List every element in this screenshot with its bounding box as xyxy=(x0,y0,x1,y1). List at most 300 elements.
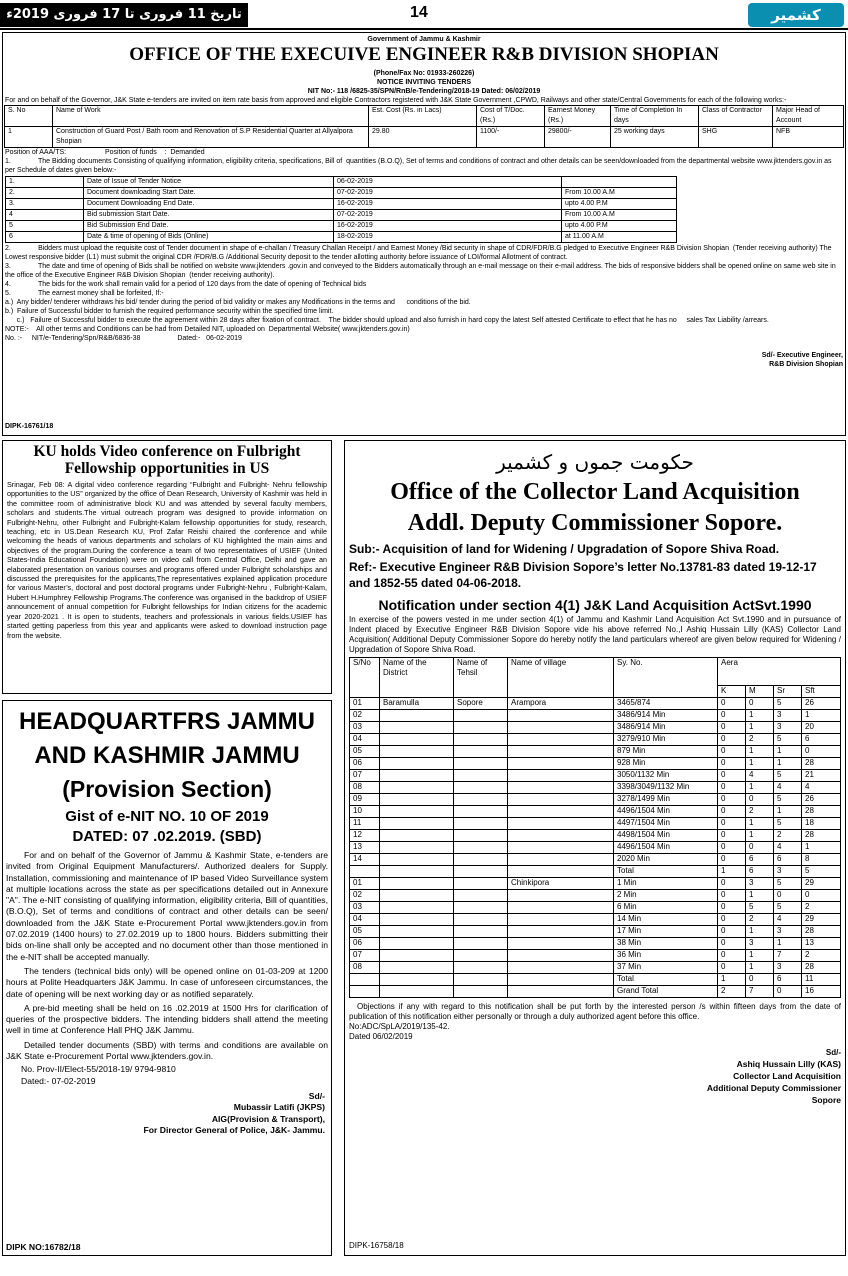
land-cell xyxy=(454,734,508,746)
land-cell xyxy=(454,890,508,902)
collector-place: Sopore xyxy=(811,1095,841,1105)
hq-dated: Dated:- 07-02-2019 xyxy=(21,1075,96,1086)
land-cell: 6 xyxy=(746,866,774,878)
land-cell: 0 xyxy=(774,986,802,998)
land-row xyxy=(350,794,841,806)
cell: 1 xyxy=(5,127,53,148)
land-cell xyxy=(454,782,508,794)
land-cell: 06 xyxy=(350,758,380,770)
land-cell xyxy=(508,758,614,770)
col-survey-no: Sy. No. xyxy=(614,658,718,698)
land-cell: 2 xyxy=(746,734,774,746)
land-cell: 4498/1504 Min xyxy=(614,830,718,842)
col-cost-tdoc: Cost of T/Doc. (Rs.) xyxy=(477,106,545,127)
land-cell: 3278/1499 Min xyxy=(614,794,718,806)
land-cell xyxy=(380,830,454,842)
land-cell: 7 xyxy=(746,986,774,998)
land-cell: 0 xyxy=(718,746,746,758)
collector-number: No:ADC/SpLA/2019/135-42. xyxy=(349,1022,450,1031)
land-cell xyxy=(454,938,508,950)
land-cell: 0 xyxy=(718,758,746,770)
para-c: c.) Failure of Successful bidder to execute the agreement within 28 days after fixation of contract. The bidder should upload and also furnish in hard copy the latest Self attested Certificate to effect that he has no sales Tax Liability /arrears. xyxy=(5,317,769,324)
land-cell: 0 xyxy=(774,890,802,902)
works-row xyxy=(5,127,844,148)
land-table xyxy=(349,657,841,998)
col-time: Time of Completion In days xyxy=(611,106,699,127)
land-cell xyxy=(380,806,454,818)
land-cell xyxy=(454,926,508,938)
cell xyxy=(562,177,677,188)
land-cell: 1 Min xyxy=(614,878,718,890)
land-cell: 928 Min xyxy=(614,758,718,770)
land-cell xyxy=(508,914,614,926)
land-cell xyxy=(508,710,614,722)
col-sft: Sft xyxy=(802,686,841,698)
land-cell xyxy=(380,974,454,986)
land-cell xyxy=(380,746,454,758)
land-cell xyxy=(508,806,614,818)
land-cell: 2020 Min xyxy=(614,854,718,866)
land-cell xyxy=(380,950,454,962)
hq-dated-heading: DATED: 07 .02.2019. (SBD) xyxy=(72,828,262,845)
land-cell: 0 xyxy=(718,938,746,950)
collector-dipk: DIPK-16758/18 xyxy=(349,1241,404,1250)
cell: Date of Issue of Tender Notice xyxy=(84,177,334,188)
objections-text: Objections if any with regard to this notification shall be put forth by the interested person /s within fifteen days from the date of publication of this notification either personally or through a duly authorized agent before this office. xyxy=(349,1002,841,1021)
land-cell xyxy=(380,878,454,890)
land-cell: 3 xyxy=(774,722,802,734)
land-row xyxy=(350,734,841,746)
cell: 29800/- xyxy=(545,127,611,148)
land-cell: 0 xyxy=(746,698,774,710)
cell: 4 xyxy=(6,210,84,221)
land-cell: Arampora xyxy=(508,698,614,710)
land-cell: 6 xyxy=(774,854,802,866)
collector-name: Ashiq Hussain Lilly (KAS) xyxy=(736,1059,841,1069)
land-cell xyxy=(380,734,454,746)
land-cell: 0 xyxy=(718,818,746,830)
land-cell xyxy=(380,854,454,866)
land-cell xyxy=(508,818,614,830)
land-cell xyxy=(454,914,508,926)
cell: 16-02-2019 xyxy=(334,221,562,232)
land-cell xyxy=(454,806,508,818)
hq-signatory-post: AIG(Provision & Transport), xyxy=(211,1113,325,1124)
land-cell: 29 xyxy=(802,878,841,890)
land-cell: 0 xyxy=(802,890,841,902)
col-est-cost: Est. Cost (Rs. in Lacs) xyxy=(369,106,477,127)
land-cell: 1 xyxy=(746,782,774,794)
hq-para-2: The tenders (technical bids only) will be opened online on 01-03-209 at 1200 hours at Polite Headquarters J&K Jammu. In case of unforeseen circumstances, the date of opening will be next working day or as notified separately. xyxy=(6,965,328,999)
land-cell: 3 xyxy=(774,866,802,878)
land-cell: 1 xyxy=(746,710,774,722)
land-acquisition-notice xyxy=(344,440,846,1256)
land-row xyxy=(350,770,841,782)
land-cell: 07 xyxy=(350,950,380,962)
land-cell: 0 xyxy=(718,722,746,734)
col-district: Name of the District xyxy=(380,658,454,698)
land-cell xyxy=(380,758,454,770)
land-cell: 1 xyxy=(746,746,774,758)
para-4: 4. The bids for the work shall remain valid for a period of 120 days from the date of opening of Technical bids xyxy=(5,281,367,288)
page-number: 14 xyxy=(410,4,428,21)
col-sr: Sr xyxy=(774,686,802,698)
notification-heading: Notification under section 4(1) J&K Land Acquisition ActSvt.1990 xyxy=(378,597,812,613)
cell: 5 xyxy=(6,221,84,232)
land-cell xyxy=(508,854,614,866)
land-cell: 8 xyxy=(802,854,841,866)
land-cell: 4 xyxy=(802,782,841,794)
cell: NFB xyxy=(773,127,844,148)
intro-text: For and on behalf of the Governor, J&K State e-tenders are invited on item rate basis from approved and eligible Contractors registered with J&K State Government ,CPWD, Railways and other state/Central Governments for each of the following works:- xyxy=(5,97,787,104)
land-row xyxy=(350,746,841,758)
land-cell xyxy=(454,770,508,782)
land-cell xyxy=(380,866,454,878)
land-cell: 1 xyxy=(774,938,802,950)
ku-article xyxy=(2,440,332,694)
land-cell: 5 xyxy=(802,866,841,878)
land-table-body xyxy=(350,698,841,998)
land-cell xyxy=(454,878,508,890)
hq-dipk: DIPK NO:16782/18 xyxy=(6,1242,81,1252)
reference-line: Ref:- Executive Engineer R&B Division Sopore’s letter No.13781-83 dated 19-12-17 and 1852-55 dated 04-06-2018. xyxy=(349,560,817,590)
land-cell xyxy=(380,938,454,950)
notice-heading: NOTICE INVITING TENDERS xyxy=(376,79,472,86)
land-cell: 5 xyxy=(746,902,774,914)
land-row xyxy=(350,782,841,794)
land-row xyxy=(350,914,841,926)
land-cell: 0 xyxy=(718,710,746,722)
cell: 3. xyxy=(6,199,84,210)
land-cell xyxy=(380,722,454,734)
cell: at 11.00 A.M xyxy=(562,232,677,243)
land-row xyxy=(350,950,841,962)
phone-line: (Phone/Fax No: 01933-260226) xyxy=(373,70,475,77)
land-cell: 4 xyxy=(774,842,802,854)
land-cell: 0 xyxy=(718,890,746,902)
land-cell: 4496/1504 Min xyxy=(614,842,718,854)
collector-dated: Dated 06/02/2019 xyxy=(349,1032,413,1041)
hq-for-dgp: For Director General of Police, J&K- Jammu. xyxy=(143,1124,325,1135)
land-cell xyxy=(350,866,380,878)
hq-para-1: For and on behalf of the Governor of Jammu & Kashmir State, e-tenders are invited from Original Equipment Manufacturers/. Authorized dealers for Supply. Installation, commissioning and maintenance of IP based Video Surveillance system at multiple locations across the state as per specifications detailed out in Annexure "A". The e-NIT consisting of qualifying information, eligibility criteria, Bill of quantities, (B.O.Q), Set of terms and conditions of contract and other details can be seen/ downloaded from the J&K State e-Procurement Portal www.jktenders.gov.in from 07.02.2019 (1400 hours) to 27.02.2019 up to 1800 hours. Bidders submitting their bids on-line shall only be accepted and no document other than those mentioned in the e-NIT shall be accepted manually. xyxy=(6,850,328,962)
land-row xyxy=(350,830,841,842)
schedule-row xyxy=(6,177,677,188)
land-cell: 26 xyxy=(802,698,841,710)
cell: 07-02-2019 xyxy=(334,188,562,199)
col-name-of-work: Name of Work xyxy=(53,106,369,127)
land-cell: 4 xyxy=(746,770,774,782)
land-cell: Baramulla xyxy=(380,698,454,710)
office-title: OFFICE OF THE EXECUIVE ENGINEER R&B DIVISION SHOPIAN xyxy=(129,44,719,65)
land-cell: 28 xyxy=(802,758,841,770)
land-cell xyxy=(454,746,508,758)
land-cell: 0 xyxy=(718,926,746,938)
land-cell: 3 xyxy=(746,938,774,950)
land-cell: 0 xyxy=(718,794,746,806)
land-cell: 14 xyxy=(350,854,380,866)
land-cell: Total xyxy=(614,974,718,986)
land-cell: 1 xyxy=(802,842,841,854)
land-cell: Chinkipora xyxy=(508,878,614,890)
land-cell: 36 Min xyxy=(614,950,718,962)
cell: Construction of Guard Post / Bath room and Renovation of S.P Residential Quarter at Allyalpora Shopian xyxy=(53,127,369,148)
cell: 29.80 xyxy=(369,127,477,148)
land-cell: 1 xyxy=(774,746,802,758)
land-cell xyxy=(380,782,454,794)
land-cell: 0 xyxy=(746,842,774,854)
hq-signatory-name: Mubassir Latifi (JKPS) xyxy=(233,1102,325,1113)
land-cell xyxy=(454,866,508,878)
land-cell: 3398/3049/1132 Min xyxy=(614,782,718,794)
land-cell: 04 xyxy=(350,734,380,746)
land-cell xyxy=(380,818,454,830)
land-cell: 01 xyxy=(350,878,380,890)
land-row xyxy=(350,854,841,866)
collector-sd: Sd/- xyxy=(825,1048,841,1057)
note-line: NOTE:- All other terms and Conditions can be had from Detailed NIT, uploaded on Departmental Website( www.jktenders.gov.in) xyxy=(5,326,410,333)
land-cell: 3 xyxy=(774,710,802,722)
land-cell xyxy=(508,938,614,950)
land-cell: 1 xyxy=(746,830,774,842)
collector-title-2: Addl. Deputy Commissioner Sopore. xyxy=(407,510,783,536)
cell: 06-02-2019 xyxy=(334,177,562,188)
para-a: a.) Any bidder/ tenderer withdraws his bid/ tender during the period of bid validity or makes any Modifications in the terms and conditions of the bid. xyxy=(5,299,471,306)
newspaper-header xyxy=(0,0,848,30)
land-row xyxy=(350,902,841,914)
para-5: 5. The earnest money shall be forfeited, If:- xyxy=(5,290,164,297)
land-cell xyxy=(454,950,508,962)
land-row xyxy=(350,974,841,986)
land-cell: 0 xyxy=(746,974,774,986)
article-headline: KU holds Video conference on Fulbright Fellowship opportunities in US xyxy=(33,443,301,477)
land-row xyxy=(350,962,841,974)
land-cell: 28 xyxy=(802,806,841,818)
land-cell: 2 xyxy=(802,950,841,962)
land-cell: 1 xyxy=(746,818,774,830)
tender-notice-shopian xyxy=(2,32,846,436)
land-cell xyxy=(508,986,614,998)
land-row xyxy=(350,698,841,710)
land-cell: 0 xyxy=(718,902,746,914)
land-cell: 5 xyxy=(774,818,802,830)
schedule-row xyxy=(6,232,677,243)
position-line: Position of AAA/TS: Position of funds : Demanded xyxy=(5,149,205,156)
land-cell xyxy=(380,842,454,854)
land-cell: 05 xyxy=(350,746,380,758)
land-cell: 02 xyxy=(350,890,380,902)
land-cell: 5 xyxy=(774,770,802,782)
notification-intro: In exercise of the powers vested in me under section 4(1) of Jammu and Kashmir Land Acquisition Act Svt.1990 and in pursuance of Indent placed by Executive Engineer R&B Division Sopore vide his above referred No.,I Ashiq Hussain Lilly (KAS) Collector Land Acquisition( Additional Deputy Commissioner Sopore do hereby notify the land particulars whereof are given below required for Widening / Upgradation of Sopore Shiva Road. xyxy=(349,615,841,654)
land-cell: 26 xyxy=(802,794,841,806)
land-cell: 7 xyxy=(774,950,802,962)
land-cell: 11 xyxy=(802,974,841,986)
land-cell: 08 xyxy=(350,782,380,794)
cell: SHG xyxy=(699,127,773,148)
land-cell: 0 xyxy=(718,854,746,866)
land-cell: 37 Min xyxy=(614,962,718,974)
land-cell: 3465/874 xyxy=(614,698,718,710)
land-cell xyxy=(454,758,508,770)
land-cell: 0 xyxy=(718,782,746,794)
land-cell: 04 xyxy=(350,914,380,926)
land-cell: 0 xyxy=(718,830,746,842)
land-cell: Grand Total xyxy=(614,986,718,998)
land-row xyxy=(350,878,841,890)
col-village: Name of village xyxy=(508,658,614,698)
land-cell: 1 xyxy=(746,722,774,734)
land-cell: 879 Min xyxy=(614,746,718,758)
land-row xyxy=(350,926,841,938)
land-cell xyxy=(454,710,508,722)
land-cell: 01 xyxy=(350,698,380,710)
land-cell: 21 xyxy=(802,770,841,782)
works-table xyxy=(4,105,844,148)
land-cell xyxy=(454,830,508,842)
land-cell xyxy=(380,890,454,902)
land-cell: 6 xyxy=(774,974,802,986)
land-cell: 3486/914 Min xyxy=(614,710,718,722)
land-cell xyxy=(508,926,614,938)
land-cell xyxy=(350,974,380,986)
schedule-row xyxy=(6,188,677,199)
land-cell xyxy=(508,746,614,758)
land-cell: 4 xyxy=(774,914,802,926)
land-cell xyxy=(508,866,614,878)
para-2: 2. Bidders must upload the requisite cost of Tender document in shape of e-challan / Treasury Challan Receipt / and Earnest Money /Bid security in shape of CDR/FDR/B.G pledged to Executive Engineer R&B Division Shopian (Tender receiving authority) The Lowest responsive bidder (L1) must submit the original CDR /FDR/B.G /Additional Security deposit to the tender allotting authority before issuance of LOI/formal Allotment of contract. xyxy=(5,245,834,261)
land-cell xyxy=(508,830,614,842)
land-cell: 20 xyxy=(802,722,841,734)
land-cell: 09 xyxy=(350,794,380,806)
col-earnest-money: Earnest Money (Rs.) xyxy=(545,106,611,127)
land-cell: 1 xyxy=(718,866,746,878)
land-cell xyxy=(454,986,508,998)
land-cell: 6 xyxy=(802,734,841,746)
land-cell: 10 xyxy=(350,806,380,818)
land-cell: 12 xyxy=(350,830,380,842)
land-row xyxy=(350,818,841,830)
land-row xyxy=(350,866,841,878)
land-cell: 5 xyxy=(774,878,802,890)
land-cell: 0 xyxy=(718,950,746,962)
land-cell xyxy=(508,950,614,962)
schedule-table xyxy=(5,176,677,243)
land-cell: 29 xyxy=(802,914,841,926)
land-cell: 1 xyxy=(774,758,802,770)
land-cell: 07 xyxy=(350,770,380,782)
schedule-row xyxy=(6,199,677,210)
land-cell xyxy=(350,986,380,998)
ref-number: No. :- NIT/e-Tendering/Spn/R&B/6836-38 Dated:- 06-02-2019 xyxy=(5,335,242,342)
land-cell xyxy=(380,962,454,974)
land-row xyxy=(350,938,841,950)
col-area: Aera xyxy=(718,658,841,686)
hq-jammu-tender xyxy=(2,700,332,1256)
cell: 07-02-2019 xyxy=(334,210,562,221)
land-cell xyxy=(380,986,454,998)
land-cell xyxy=(508,734,614,746)
article-body: Srinagar, Feb 08: A digital video conference regarding “Fulbright and Fulbright- Nehru fellowship opportunities to the US” organized by the office of Dean Research, University of Kashmir was held in the committee room of administrative block KU and was attended by several faculty members, scholars and students.The virtual outreach program was designed to provide information on Fulbright-Nehru, other Fulbright and Fulbright-Kalam fellowship opportunities for study, research, teaching, etc in US.Dean Research KU, Prof Zafar Reishi chaired the conference and while welcoming the heads of various departments and scholars of KU highlighted the main aims and objectives of the program.During the conference a team of two representatives of USIEF (United States-India Educational Foundation) were on video call from Central Office, Delhi and gave an elaborated presentation on various courses and programs offered under Fulbright scholarships and discussed the prerequisites for the applicants,The representatives explained application procedure for various Master’s, doctoral and post doctoral programs under Fulbright-Nehru , Fulbright-Kalam, Hubert H.Humphrey Fellowship Programs.The conference was organised in the backdrop of USIEF announcement of annual competition for Fulbright fellowships for Indian citizens for the academic year 2020-2021 . It is open to students, teachers and professionals in various fields.USIEF has started getting paperless from this year and applicants were asked to download instruction page from the website. xyxy=(7,480,327,640)
land-row xyxy=(350,758,841,770)
collector-post: Collector Land Acquisition xyxy=(733,1071,841,1081)
land-cell: 0 xyxy=(718,806,746,818)
col-k: K xyxy=(718,686,746,698)
cell: Document downloading Start Date. xyxy=(84,188,334,199)
land-row xyxy=(350,842,841,854)
cell: From 10.00 A.M xyxy=(562,210,677,221)
land-cell: 1 xyxy=(746,890,774,902)
land-cell: 0 xyxy=(718,914,746,926)
land-cell xyxy=(508,890,614,902)
land-cell: 06 xyxy=(350,938,380,950)
land-cell xyxy=(508,782,614,794)
land-cell: 13 xyxy=(350,842,380,854)
schedule-row xyxy=(6,221,677,232)
land-cell xyxy=(508,962,614,974)
land-row xyxy=(350,722,841,734)
signatory-office: R&B Division Shopian xyxy=(769,361,843,368)
cell: Document Downloading End Date. xyxy=(84,199,334,210)
land-cell: 03 xyxy=(350,902,380,914)
land-cell xyxy=(380,914,454,926)
land-cell: 0 xyxy=(718,842,746,854)
cell: upto 4.00 P.M xyxy=(562,199,677,210)
schedule-row xyxy=(6,210,677,221)
subject-line: Sub:- Acquisition of land for Widening / Upgradation of Sopore Shiva Road. xyxy=(349,542,780,556)
cell: 6 xyxy=(6,232,84,243)
land-cell: 0 xyxy=(802,746,841,758)
land-cell: 03 xyxy=(350,722,380,734)
land-cell: 38 Min xyxy=(614,938,718,950)
land-cell: 18 xyxy=(802,818,841,830)
land-cell: 5 xyxy=(774,698,802,710)
land-cell xyxy=(380,794,454,806)
land-cell xyxy=(380,770,454,782)
hq-para-4: Detailed tender documents (SBD) with terms and conditions are available on J&K State e-Procurement Portal www.jktenders.gov.in. xyxy=(6,1039,328,1062)
col-m: M xyxy=(746,686,774,698)
para-b: b.) Failure of Successful bidder to furnish the required performance security within the specified time limit. xyxy=(5,308,334,315)
land-cell: 6 Min xyxy=(614,902,718,914)
land-row xyxy=(350,710,841,722)
land-cell xyxy=(380,926,454,938)
land-cell: 1 xyxy=(746,950,774,962)
works-header-row xyxy=(5,106,844,127)
date-bar: تاریخ 11 فروری تا 17 فروری 2019ء xyxy=(0,3,248,27)
land-cell: 28 xyxy=(802,962,841,974)
land-cell: 2 xyxy=(802,902,841,914)
land-cell: Sopore xyxy=(454,698,508,710)
land-cell: 1 xyxy=(802,710,841,722)
land-cell: 1 xyxy=(746,926,774,938)
land-cell xyxy=(454,974,508,986)
col-class: Class of Contractor xyxy=(699,106,773,127)
cell: Date & time of opening of Bids (Online) xyxy=(84,232,334,243)
cell: 1. xyxy=(6,177,84,188)
signatory-title: Sd/- Executive Engineer, xyxy=(761,352,843,359)
col-major-head: Major Head of Account xyxy=(773,106,844,127)
land-cell xyxy=(508,842,614,854)
hq-title-2: AND KASHMIR JAMMU xyxy=(34,742,300,769)
land-cell: 6 xyxy=(746,854,774,866)
newspaper-logo: کشمیر xyxy=(748,3,844,27)
land-cell: 4496/1504 Min xyxy=(614,806,718,818)
land-cell xyxy=(508,770,614,782)
cell: 2. xyxy=(6,188,84,199)
land-cell: 4 xyxy=(774,782,802,794)
land-cell xyxy=(454,902,508,914)
land-cell: 11 xyxy=(350,818,380,830)
land-cell: 5 xyxy=(774,794,802,806)
